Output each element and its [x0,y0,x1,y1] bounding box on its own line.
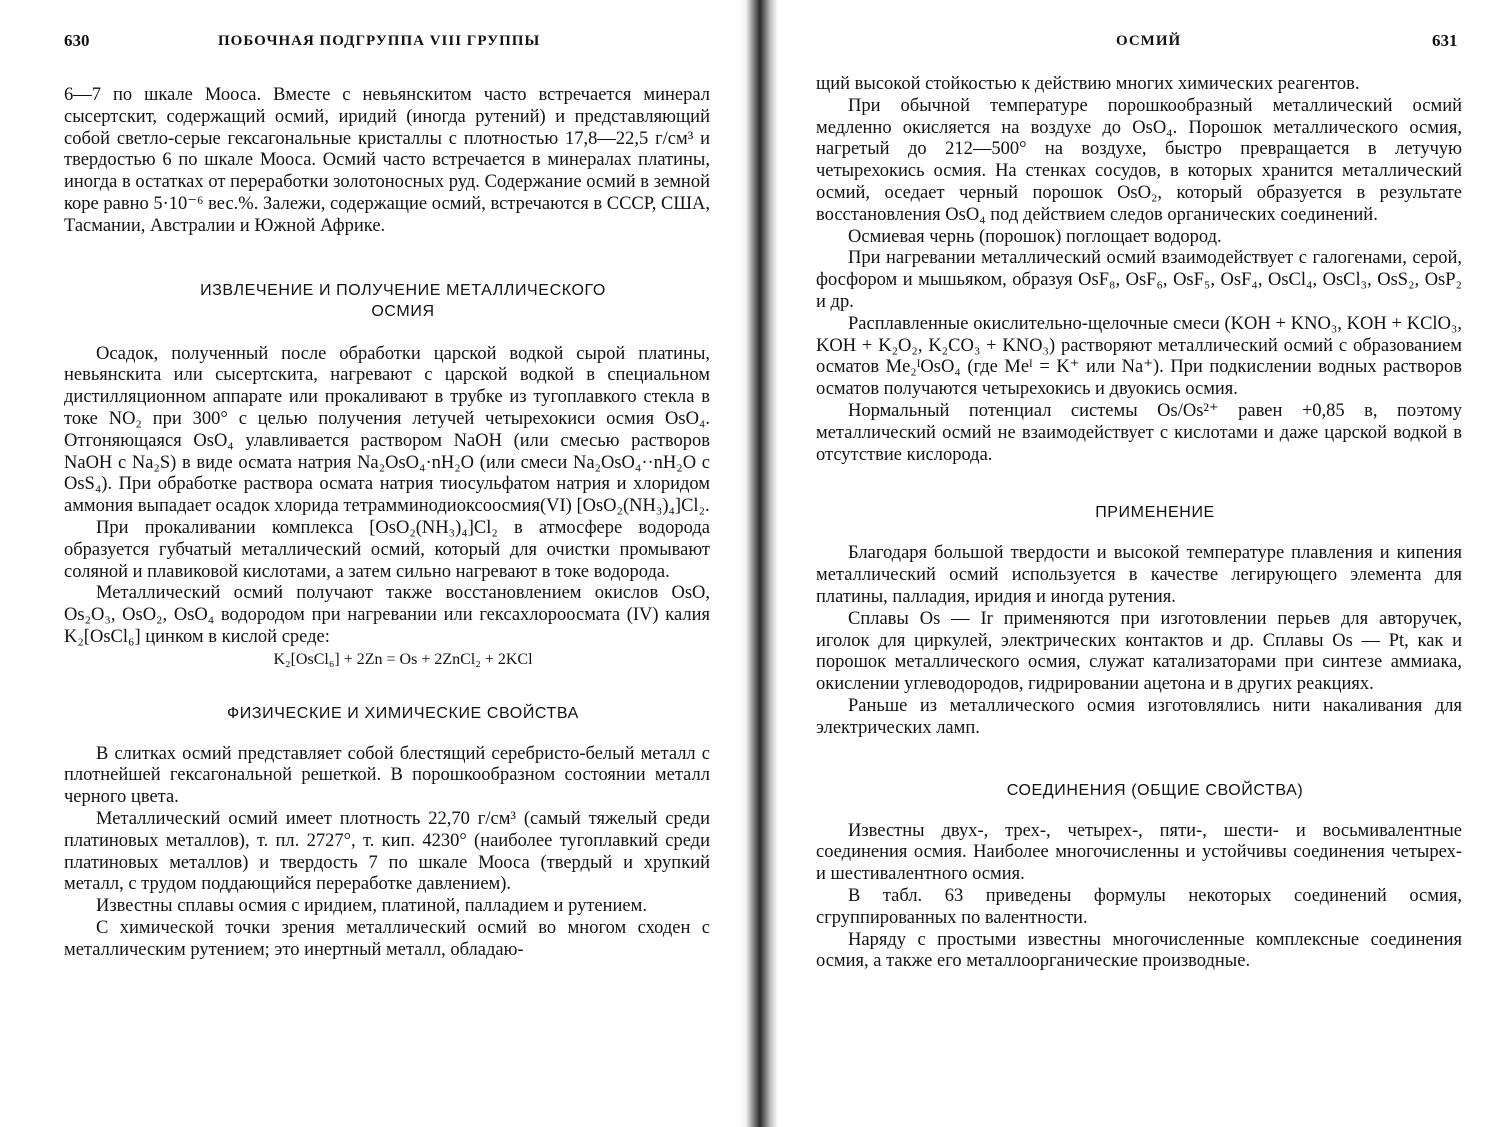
left-page [0,0,738,1127]
paragraph: В слитках осмий представляет собой блестящий серебристо-белый металл с плотнейшей гексагональной решеткой. В порошкообразном состоянии металл черного цвета. [64,743,710,808]
section-heading-applications: ПРИМЕНЕНИЕ [1095,504,1215,522]
section-heading-extraction-line2: ОСМИЯ [371,302,435,320]
section-heading-extraction-line1: ИЗВЛЕЧЕНИЕ И ПОЛУЧЕНИЕ МЕТАЛЛИЧЕСКОГО [200,281,606,299]
right-page [778,0,1504,1127]
section-heading-compounds: СОЕДИНЕНИЯ (ОБЩИЕ СВОЙСТВА) [1006,781,1304,799]
book-gutter [738,0,778,1127]
paragraph: Известны двух-, трех-, четырех-, пяти-, шести- и восьмивалентные соединения осмия. Наиболее многочисленны и устойчивы соединения четырех- и шестивалентного осмия. [816,820,1462,885]
paragraph: При нагревании металлический осмий взаимодействует с галогенами, серой, фосфором и мышьяком, образуя OsF₈, OsF₆, OsF₅, OsF₄, OsCl₄, OsCl₃, OsS₂, OsP₂ и др. [816,248,1462,312]
paragraph: Металлический осмий получают также восстановлением окислов OsO, Os₂O₃, OsO₂, OsO₄ водородом при нагревании или гексахлороосмата (IV) калия K₂[OsCl₆] цинком в кислой среде: [64,583,710,647]
paragraph: Сплавы Os — Ir применяются при изготовлении перьев для авторучек, иголок для циркулей, электрических контактов и др. Сплавы Os — Pt, как и порошок металлического осмия, служат катализаторами при синтезе аммиака, окислении углеводородов, гидрировании ацетона и в других реакциях. [816,608,1462,695]
reaction-formula: K₂[OsCl₆] + 2Zn = Os + 2ZnCl₂ + 2KCl [273,650,533,668]
left-body-text [64,85,710,962]
paragraph: Наряду с простыми известны многочисленные комплексные соединения осмия, а также его металлоорганические производные. [816,929,1462,972]
page-number-left: 630 [64,31,90,50]
paragraph: При обычной температуре порошкообразный металлический осмий медленно окисляется на воздухе до OsO₄. Порошок металлического осмия, нагретый до 212—500° на воздухе, быстро превращается в летучую четырехокись осмия. На стенках сосудов, в которых хранится металлический осмий, оседает черный порошок OsO₂, который образуется в результате восстановления OsO₄ под действием следов органических соединений. [816,95,1462,225]
paragraph: Осмиевая чернь (порошок) поглощает водород. [848,226,1222,247]
paragraph: Расплавленные окислительно-щелочные смеси (KOH + KNO₃, KOH + KClO₃, KOH + K₂O₂, K₂CO₃ + KNO₃) растворяют металлический осмий с образованием осматов Me₂ᴵOsO₄ (где Meᴵ = K⁺ или Na⁺). При подкислении водных растворов осматов получаются четырехокись и двуокись осмия. [816,313,1462,400]
paragraph: Металлический осмий имеет плотность 22,70 г/см³ (самый тяжелый среди платиновых металлов), т. пл. 2727°, т. кип. 4230° (наиболее тугоплавкий среди платиновых металлов) и твердость 7 по шкале Мооса (твердый и хрупкий металл, с трудом поддающийся переработке давлением). [64,808,710,895]
paragraph: Раньше из металлического осмия изготовлялись нити накаливания для электрических ламп. [816,695,1462,738]
right-body-text [816,74,1462,973]
intro-paragraph: 6—7 по шкале Мооса. Вместе с невьянскитом часто встречается минерал сысертскит, содержащий осмий, иридий (иногда рутений) и представляющий собой светло-серые гексагональные кристаллы с плотностью 17,8—22,5 г/см³ и твердостью 6 по шкале Мооса. Осмий часто встречается в минералах платины, иногда в остатках от переработки золотоносных руд. Содержание осмий в земной коре равно 5·10⁻⁶ вес.%. Залежи, содержащие осмий, встречаются в СССР, США, Тасмании, Австралии и Южной Африке. [64,85,710,236]
paragraph: С химической точки зрения металлический осмий во многом сходен с металлическим рутением; это инертный металл, обладаю- [64,917,710,960]
paragraph: Благодаря большой твердости и высокой температуре плавления и кипения металлический осмий используется в качестве легирующего элемента для платины, палладия, иридия и иногда рутения. [816,543,1462,607]
paragraph: Нормальный потенциал системы Os/Os²⁺ равен +0,85 в, поэтому металлический осмий не взаимодействует с кислотами и даже царской водкой в отсутствие кислорода. [816,400,1462,465]
section-heading-properties: ФИЗИЧЕСКИЕ И ХИМИЧЕСКИЕ СВОЙСТВА [227,704,579,722]
paragraph: Известны сплавы осмия с иридием, платиной, палладием и рутением. [96,896,647,917]
paragraph: При прокаливании комплекса [OsO₂(NH₃)₄]Cl₂ в атмосфере водорода образуется губчатый металлический осмий, который для очистки промывают соляной и плавиковой кислотами, а затем сильно нагревают в токе водорода. [64,517,710,582]
running-head-left: ПОБОЧНАЯ ПОДГРУППА VIII ГРУППЫ [218,33,541,49]
paragraph: Осадок, полученный после обработки царской водкой сырой платины, невьянскита или сысертскита, нагревают с царской водкой в специальном дистилляционном аппарате или прокаливают в трубке из тугоплавкого стекла в токе NO₂ при 300° с целью получения летучей четырехокиси осмия OsO₄. Отгоняющаяся OsO₄ улавливается раствором NaOH (или смесью растворов NaOH с Na₂S) в виде осмата натрия Na₂OsO₄·nH₂O (или смеси Na₂OsO₄··nH₂O с OsS₄). При обработке раствора осмата натрия тиосульфатом натрия и хлоридом аммония выпадает осадок хлорида тетрамминодиоксоосмия(VI) [OsO₂(NH₃)₄]Cl₂. [64,343,710,517]
paragraph: В табл. 63 приведены формулы некоторых соединений осмия, сгруппированных по валентности. [816,885,1462,928]
paragraph: щий высокой стойкостью к действию многих химических реагентов. [816,74,1360,94]
running-head-right: ОСМИЙ [1116,33,1182,49]
page-number-right: 631 [1432,31,1458,50]
